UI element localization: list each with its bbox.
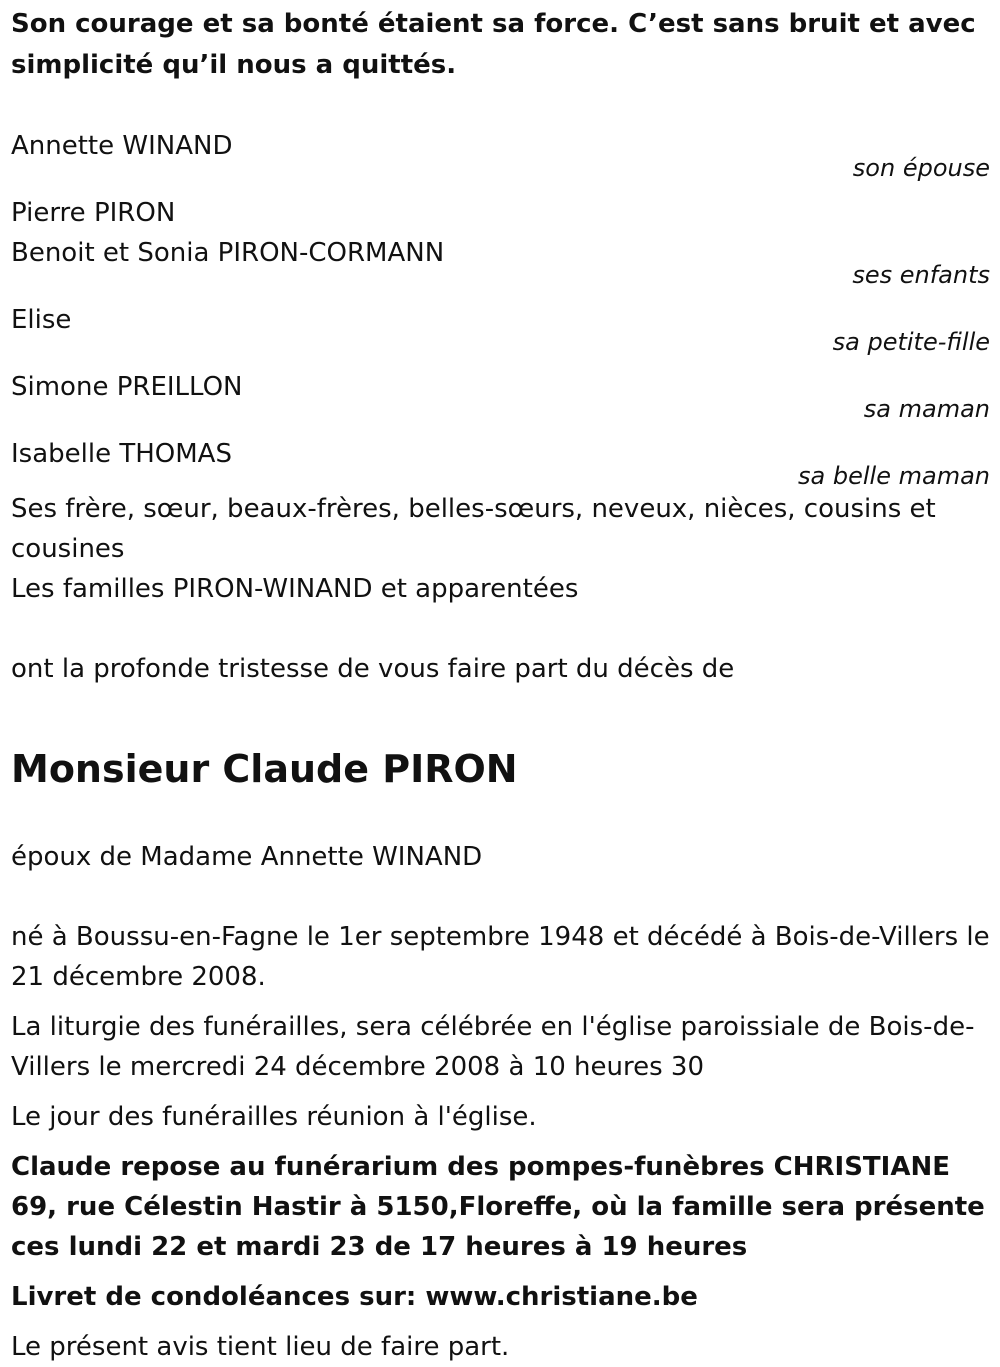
closing-note: Le présent avis tient lieu de faire part. [11,1332,510,1362]
family-member-name: Simone PREILLON [11,372,243,402]
obituary-notice [0,4,1000,1367]
family-member-name: Benoit et Sonia PIRON-CORMANN [11,238,445,268]
family-member-role: ses enfants [852,261,990,289]
funerarium-info: Claude repose au funérarium des pompes-funèbres CHRISTIANE 69, rue Célestin Hastir à 5150,Floreffe, où la famille sera présente ces lundi 22 et mardi 23 de 17 heures à 19 heures [11,1152,985,1262]
deceased-name: Monsieur Claude PIRON [11,747,518,791]
condolences-info: Livret de condoléances sur: www.christiane.be [11,1282,698,1312]
intro-quote: Son courage et sa bonté étaient sa force. C’est sans bruit et avec simplicité qu’il nous a quittés. [11,9,976,80]
family-entry [11,300,990,354]
family-list [11,126,990,488]
meeting-info: Le jour des funérailles réunion à l'église. [11,1102,537,1132]
relatives-line: Ses frère, sœur, beaux-frères, belles-sœurs, neveux, nièces, cousins et cousines [11,494,936,564]
other-relatives [11,489,990,609]
family-member-role: sa maman [863,395,990,423]
family-entry [11,193,990,287]
family-member-role: son épouse [852,154,990,182]
liturgy-info: La liturgie des funérailles, sera célébrée en l'église paroissiale de Bois-de-Villers le mercredi 24 décembre 2008 à 10 heures 30 [11,1012,975,1082]
spouse-line: époux de Madame Annette WINAND [11,842,483,872]
family-member-name: Isabelle THOMAS [11,439,232,469]
family-member-name: Pierre PIRON [11,198,176,228]
family-member-name: Annette WINAND [11,131,233,161]
birth-death-info: né à Boussu-en-Fagne le 1er septembre 1948 et décédé à Bois-de-Villers le 21 décembre 2008. [11,922,990,992]
family-member-role: sa petite-fille [832,328,990,356]
family-entry [11,434,990,488]
family-member-role: sa belle maman [798,462,990,490]
family-member-name: Elise [11,305,72,335]
relatives-line: Les familles PIRON-WINAND et apparentées [11,574,579,604]
family-entry [11,126,990,180]
family-entry [11,367,990,421]
announcement: ont la profonde tristesse de vous faire part du décès de [11,654,735,684]
